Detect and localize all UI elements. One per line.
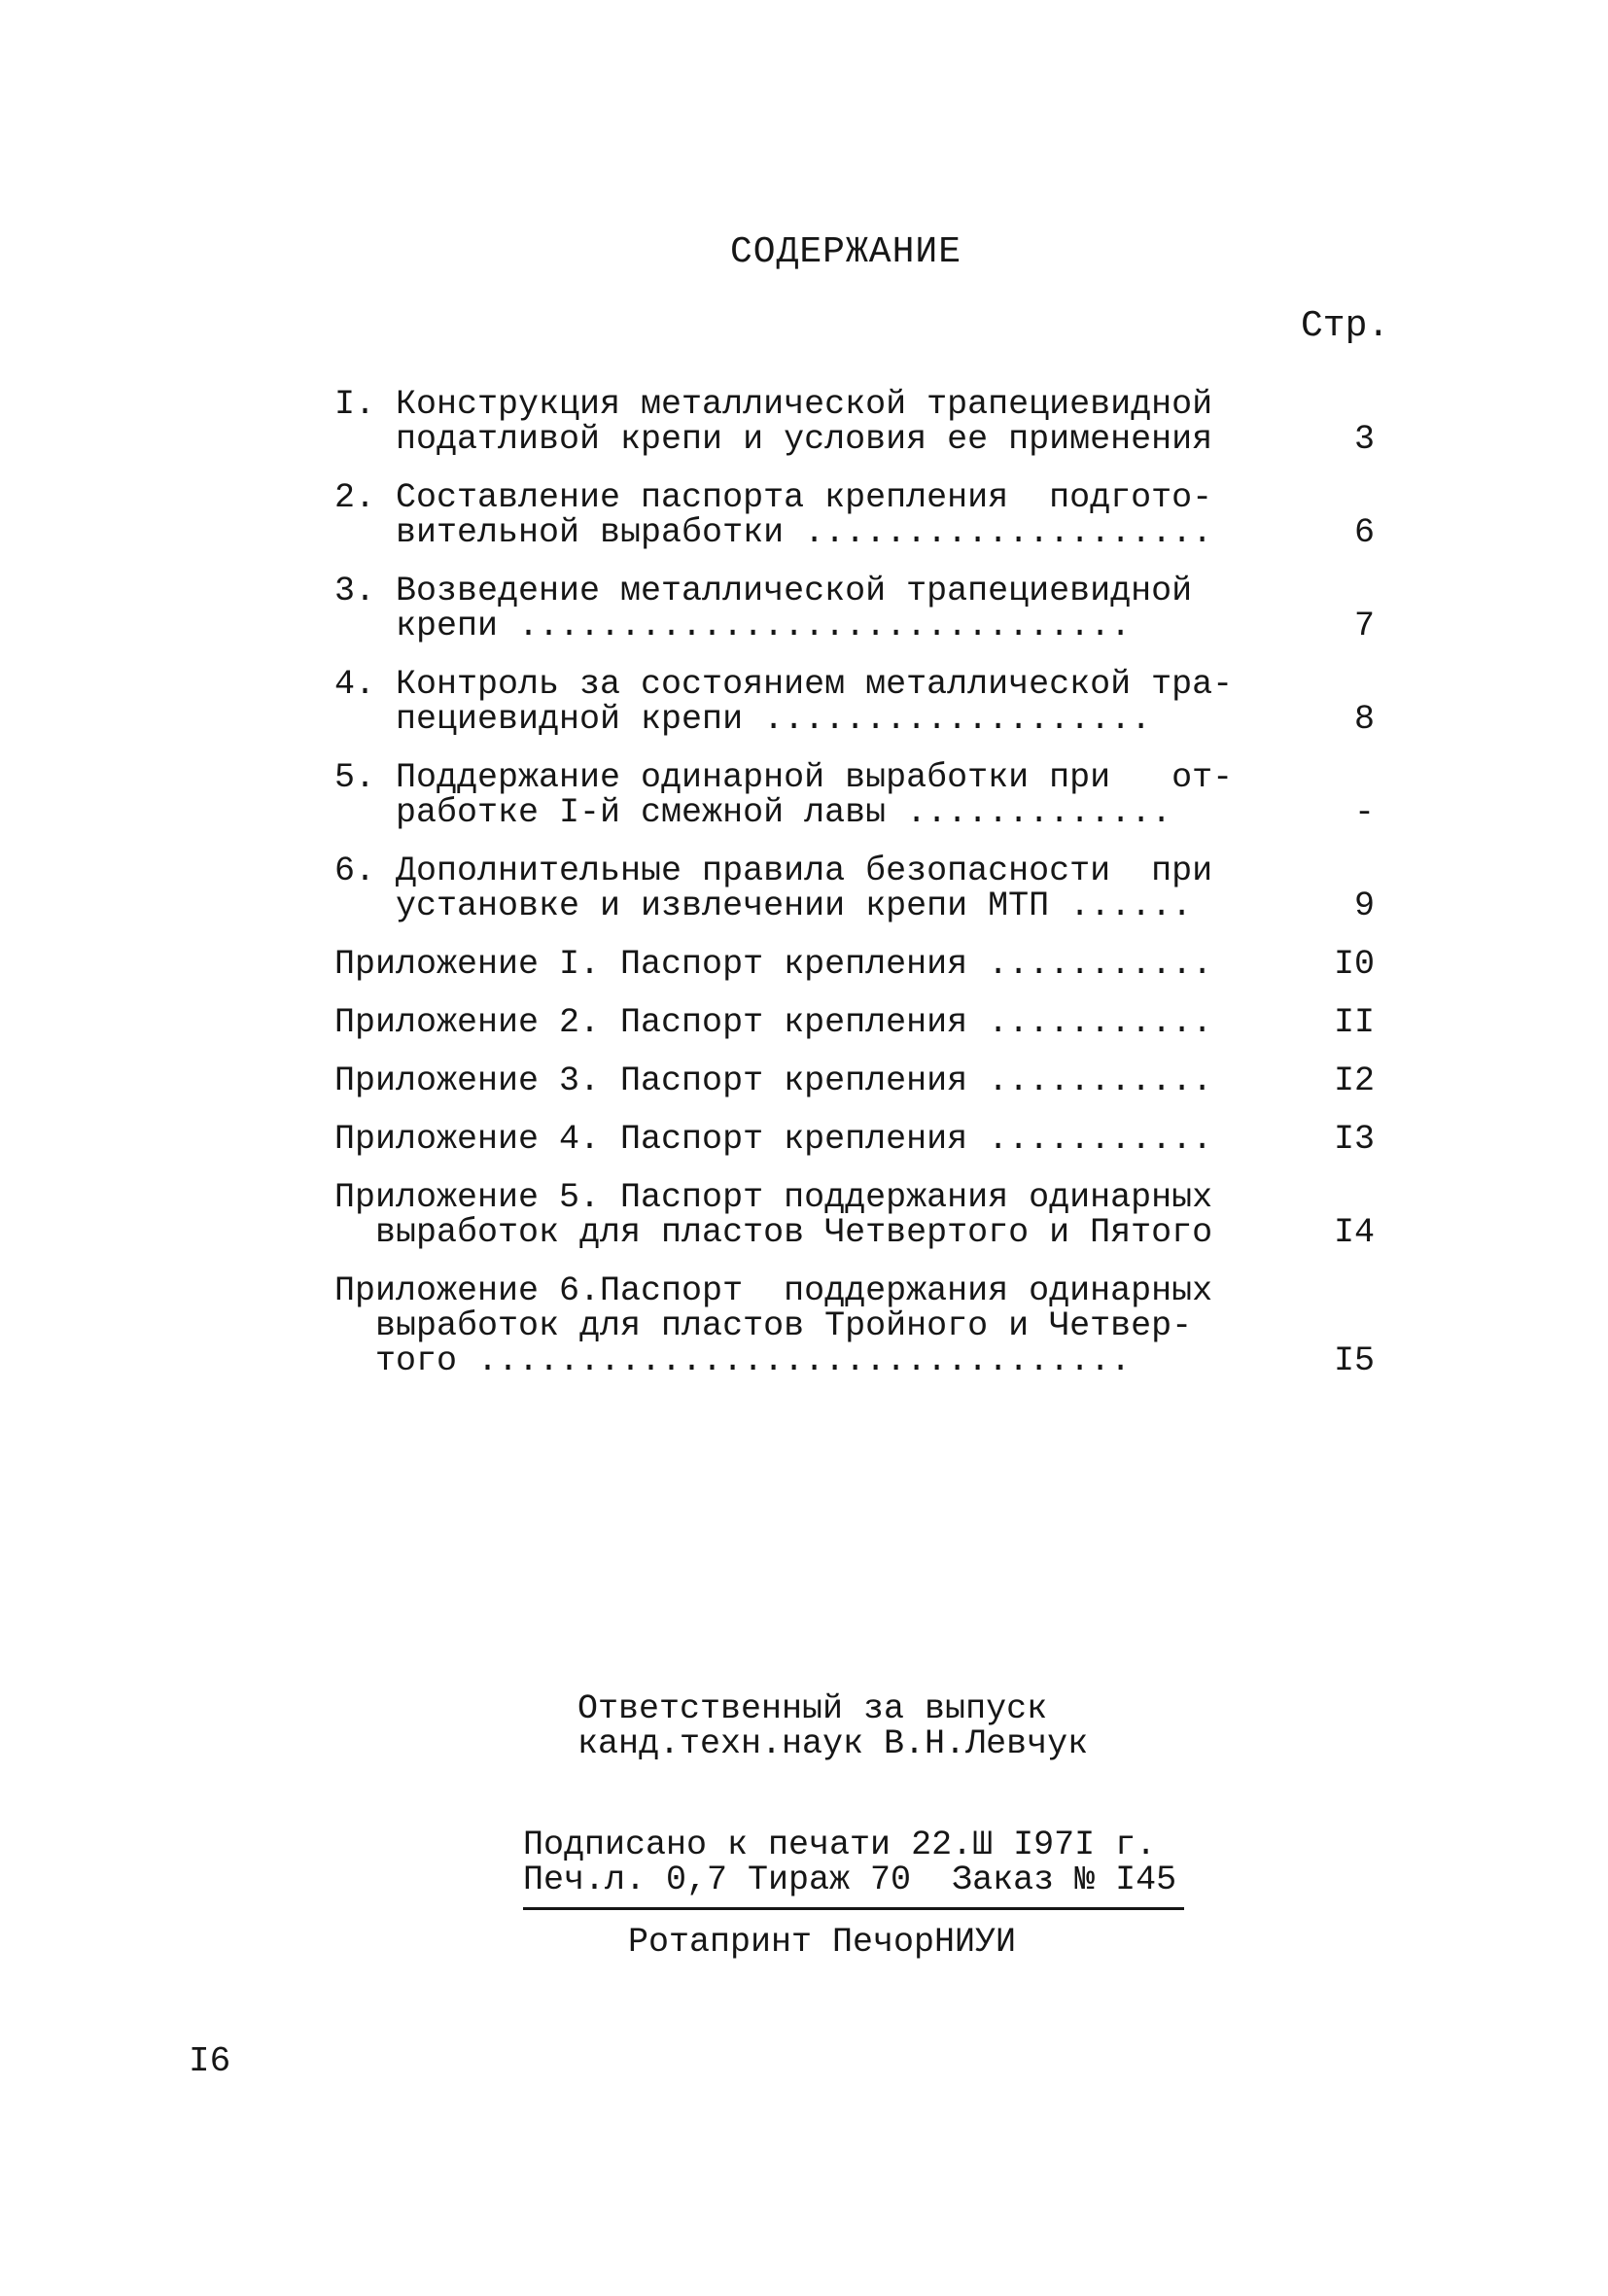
toc-entry-line: Приложение 4. Паспорт крепления ...........	[334, 1120, 1213, 1159]
toc-entry-page: 9	[1353, 887, 1375, 925]
toc-entry-page: II	[1333, 1003, 1375, 1042]
toc-entry	[334, 480, 1375, 550]
page-number: I6	[189, 2041, 231, 2081]
toc-entry-line: Приложение I. Паспорт крепления ...........	[334, 945, 1213, 984]
toc-entry-title	[334, 1122, 1248, 1157]
toc-entry-line: выработок для пластов Тройного и Четвер-	[334, 1306, 1193, 1345]
toc-entry-page: 7	[1353, 607, 1375, 645]
toc-entry	[334, 1180, 1375, 1250]
toc-entry	[334, 1063, 1375, 1098]
toc-entry-line: 5. Поддержание одинарной выработки при от-	[334, 758, 1234, 797]
toc-entry-page: I4	[1333, 1213, 1375, 1252]
toc-entry-line: крепи ..............................	[334, 607, 1132, 645]
toc-entry-title	[334, 1063, 1248, 1098]
toc-entry-line: выработок для пластов Четвертого и Пятого	[334, 1213, 1213, 1252]
divider	[523, 1907, 1184, 1910]
toc-entry-line: пециевидной крепи ...................	[334, 700, 1152, 739]
toc-entry-line: I. Конструкция металлической трапециевидной	[334, 385, 1213, 424]
toc-entry-page: 6	[1353, 513, 1375, 552]
toc-entry-line: того ................................	[334, 1341, 1132, 1380]
toc-entry-line: Приложение 2. Паспорт крепления ...........	[334, 1003, 1213, 1042]
signed-for-print: Подписано к печати 22.Ш I97I г.	[523, 1826, 1157, 1864]
toc-entry-title	[334, 760, 1248, 830]
toc-entry-line: Приложение 5. Паспорт поддержания одинарных	[334, 1178, 1213, 1217]
toc-entry-page: I5	[1333, 1341, 1375, 1380]
toc-entry	[334, 760, 1375, 830]
toc-entry-title	[334, 387, 1248, 457]
toc-entry	[334, 853, 1375, 923]
toc-entry	[334, 667, 1375, 737]
toc-entry	[334, 574, 1375, 644]
toc-entry-title	[334, 1180, 1248, 1250]
toc-entry-line: 3. Возведение металлической трапециевидной	[334, 572, 1193, 610]
toc-entry-line: вительной выработки ....................	[334, 513, 1213, 552]
toc-entry-line: 2. Составление паспорта крепления подгото-	[334, 478, 1213, 517]
toc-entry-page: I2	[1333, 1061, 1375, 1100]
toc-entry-title	[334, 947, 1248, 982]
responsible-name: канд.техн.наук В.Н.Левчук	[577, 1724, 1089, 1763]
toc-entry-page: I3	[1333, 1120, 1375, 1159]
toc-entry-page: 3	[1353, 420, 1375, 459]
toc-entry	[334, 387, 1375, 457]
page-title: СОДЕРЖАНИЕ	[729, 231, 962, 273]
table-of-contents	[334, 387, 1375, 1402]
toc-entry-line: податливой крепи и условия ее применения	[334, 420, 1213, 459]
toc-entry	[334, 1273, 1375, 1378]
toc-entry-line: Приложение 6.Паспорт поддержания одинарных	[334, 1271, 1213, 1310]
toc-entry	[334, 1005, 1375, 1040]
toc-entry-title	[334, 574, 1248, 644]
toc-entry-title	[334, 1005, 1248, 1040]
toc-entry-page: I0	[1333, 945, 1375, 984]
responsible-label: Ответственный за выпуск	[577, 1689, 1048, 1728]
toc-entry	[334, 947, 1375, 982]
toc-entry-page: 8	[1353, 700, 1375, 739]
toc-entry-line: 4. Контроль за состоянием металлической тра-	[334, 665, 1234, 704]
toc-entry-title	[334, 667, 1248, 737]
printing-house: Ротапринт ПечорНИУИ	[628, 1923, 1017, 1962]
page-column-label: Стр.	[1301, 305, 1390, 347]
toc-entry-line: установке и извлечении крепи МТП ......	[334, 887, 1193, 925]
toc-entry-line: 6. Дополнительные правила безопасности при	[334, 852, 1213, 890]
toc-entry-title	[334, 480, 1248, 550]
toc-entry-title	[334, 1273, 1248, 1378]
toc-entry	[334, 1122, 1375, 1157]
toc-entry-line: работке I-й смежной лавы .............	[334, 793, 1172, 832]
print-details: Печ.л. 0,7 Тираж 70 Заказ № I45	[523, 1861, 1177, 1899]
toc-entry-line: Приложение 3. Паспорт крепления ...........	[334, 1061, 1213, 1100]
toc-entry-title	[334, 853, 1248, 923]
toc-entry-page: -	[1353, 793, 1375, 832]
